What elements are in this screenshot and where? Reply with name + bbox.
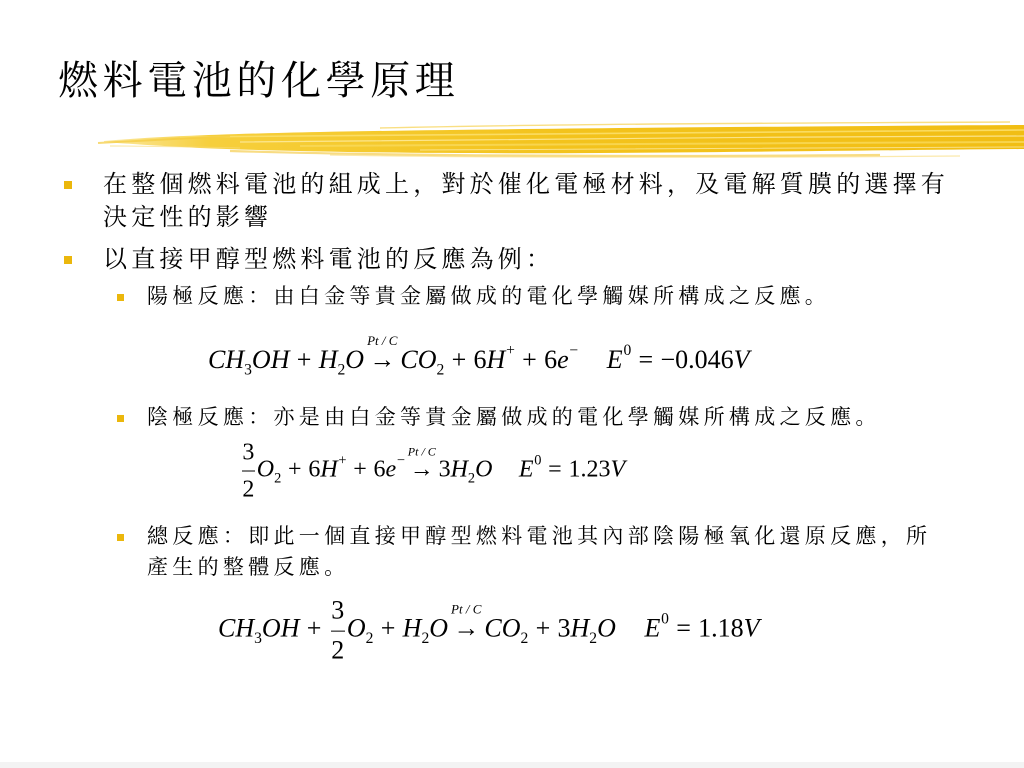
fraction: [329, 593, 347, 670]
eq-number: −0.046: [660, 344, 734, 374]
eq-subscript: 3: [254, 630, 262, 648]
reaction-expression: [218, 595, 616, 665]
eq-number: 3: [438, 456, 451, 483]
fraction: [240, 436, 257, 507]
eq-symbol: H: [570, 613, 590, 643]
standard-potential: [518, 452, 626, 483]
eq-symbol: CO: [484, 613, 521, 643]
eq-symbol: E: [606, 344, 623, 374]
square-bullet-icon: [117, 534, 124, 541]
eq-subscript: 2: [436, 361, 445, 379]
eq-operator: +: [522, 344, 537, 374]
catalyst-label: Pt / C: [407, 444, 436, 459]
eq-symbol: OH: [251, 344, 290, 374]
eq-superscript: 0: [661, 610, 669, 628]
eq-operator: +: [288, 456, 302, 483]
eq-symbol: O: [429, 613, 449, 643]
eq-operator: +: [380, 613, 396, 643]
slide-bottom-edge: [0, 762, 1024, 768]
eq-operator: +: [306, 613, 322, 643]
eq-subscript: 2: [589, 630, 598, 648]
reaction-arrow: →: [409, 456, 434, 483]
bullet-text: [103, 243, 554, 276]
text-line: 產生的整體反應。: [147, 555, 350, 579]
eq-superscript: 0: [623, 341, 632, 359]
eq-symbol: O: [597, 613, 616, 643]
eq-subscript: 2: [337, 361, 346, 379]
eq-symbol: CO: [400, 344, 437, 374]
text-line: 總反應：即此一個直接甲醇型燃料電池其內部陰陽極氧化還原反應，所: [147, 524, 932, 548]
eq-superscript: +: [506, 341, 515, 359]
eq-number: 6: [544, 344, 558, 374]
overall-equation: [218, 593, 760, 670]
eq-symbol: H: [318, 344, 338, 374]
eq-symbol: CH: [208, 344, 245, 374]
text-line: 陽極反應：由白金等貴金屬做成的電化學觸媒所構成之反應。: [147, 284, 831, 308]
text-line: 陰極反應：亦是由白金等貴金屬做成的電化學觸媒所構成之反應。: [147, 405, 881, 429]
eq-number: 1.18: [698, 613, 744, 643]
text-line: 在整個燃料電池的組成上，對於催化電極材料，及電解質膜的選擇有: [103, 170, 949, 198]
eq-number: 6: [308, 456, 321, 483]
page-title: 燃料電池的化學原理: [58, 58, 460, 104]
eq-symbol: H: [486, 344, 506, 374]
fraction-denominator: 2: [242, 476, 255, 503]
fraction-denominator: 2: [331, 635, 345, 665]
eq-subscript: 2: [274, 470, 282, 487]
eq-subscript: 2: [520, 630, 529, 648]
catalyst-label: Pt / C: [367, 332, 398, 348]
eq-subscript: 2: [365, 630, 374, 648]
square-bullet-icon: [64, 181, 72, 189]
reaction-arrow-group: [451, 601, 482, 643]
eq-superscript: −: [569, 341, 579, 359]
square-bullet-icon: [64, 256, 72, 264]
eq-symbol: CH: [218, 613, 255, 643]
eq-symbol: O: [346, 613, 366, 643]
eq-number: 1.23: [568, 456, 611, 483]
bullet-text: [103, 168, 949, 234]
eq-symbol: O: [475, 456, 493, 483]
fraction-numerator: 3: [242, 439, 255, 466]
title-underline-brush: [0, 115, 1024, 165]
eq-operator: =: [676, 613, 691, 643]
reaction-expression: [240, 439, 493, 503]
eq-symbol: V: [610, 456, 626, 483]
anode-equation: [208, 332, 750, 379]
eq-symbol: e: [557, 344, 569, 374]
eq-symbol: V: [743, 613, 760, 643]
eq-symbol: O: [256, 456, 275, 483]
eq-symbol: E: [518, 456, 534, 483]
square-bullet-icon: [117, 415, 124, 422]
reaction-expression: [208, 332, 579, 379]
eq-subscript: 3: [244, 361, 252, 379]
eq-operator: =: [548, 456, 562, 483]
text-line: 決定性的影響: [103, 203, 273, 231]
sub-bullet-text: [147, 521, 931, 583]
eq-superscript: +: [338, 452, 347, 469]
eq-superscript: −: [396, 452, 405, 469]
eq-symbol: H: [402, 613, 422, 643]
sub-bullet-text: [147, 402, 881, 433]
eq-symbol: E: [644, 613, 661, 643]
eq-symbol: OH: [261, 613, 300, 643]
eq-symbol: H: [320, 456, 338, 483]
eq-operator: +: [353, 456, 367, 483]
eq-operator: =: [638, 344, 654, 374]
eq-operator: +: [296, 344, 312, 374]
eq-operator: +: [451, 344, 467, 374]
reaction-arrow: →: [453, 613, 480, 643]
fraction-numerator: 3: [331, 595, 345, 625]
eq-symbol: O: [345, 344, 365, 374]
eq-operator: +: [535, 613, 551, 643]
sub-bullet-text: [147, 281, 830, 312]
eq-subscript: 2: [467, 470, 476, 487]
eq-superscript: 0: [534, 452, 542, 469]
eq-subscript: 2: [421, 630, 430, 648]
standard-potential: [606, 341, 750, 374]
eq-number: 6: [473, 344, 487, 374]
reaction-arrow-group: [407, 444, 436, 483]
cathode-equation: [240, 436, 625, 507]
reaction-arrow: →: [369, 344, 396, 374]
reaction-arrow-group: [367, 332, 398, 374]
standard-potential: [644, 610, 760, 643]
eq-number: 6: [373, 456, 386, 483]
text-line: 以直接甲醇型燃料電池的反應為例：: [103, 245, 555, 273]
eq-symbol: H: [450, 456, 468, 483]
eq-symbol: e: [385, 456, 397, 483]
eq-number: 3: [557, 613, 571, 643]
eq-symbol: V: [733, 344, 750, 374]
square-bullet-icon: [117, 294, 124, 301]
catalyst-label: Pt / C: [451, 601, 482, 617]
